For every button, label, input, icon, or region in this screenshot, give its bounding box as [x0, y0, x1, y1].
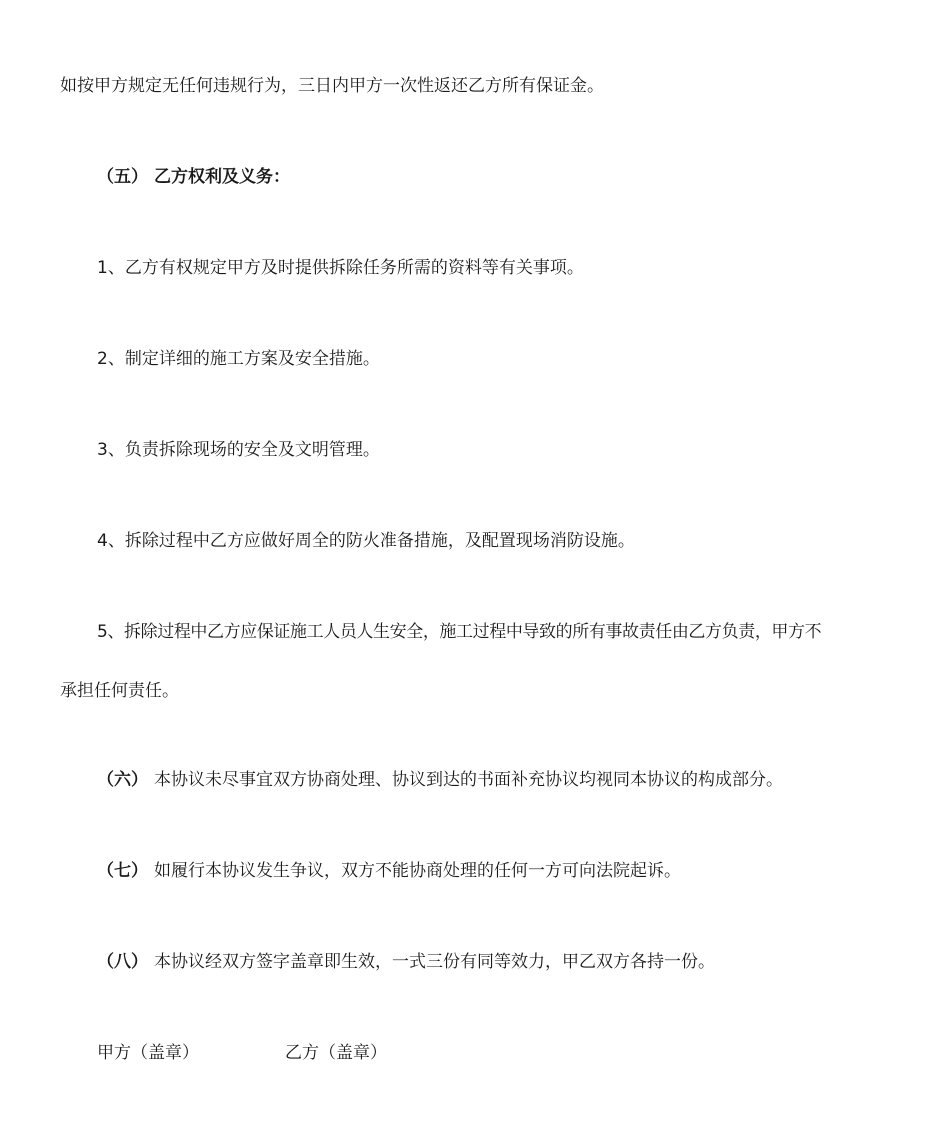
section-5-label: （五）	[97, 167, 148, 187]
list-item: 1、乙方有权规定甲方及时提供拆除任务所需的资料等有关事项。	[97, 258, 584, 278]
list-item: 3、负责拆除现场的安全及文明管理。	[97, 440, 380, 460]
list-item: 4、拆除过程中乙方应做好周全的防火准备措施，及配置现场消防设施。	[97, 531, 635, 551]
list-item: 5、拆除过程中乙方应保证施工人员人生安全，施工过程中导致的所有事故责任由乙方负责，甲方不	[97, 622, 822, 642]
list-item-continuation: 承担任何责任。	[60, 681, 179, 701]
section-5-title: 乙方权利及义务：	[154, 167, 290, 187]
section-8-text: 本协议经双方签字盖章即生效，一式三份有同等效力，甲乙双方各持一份。	[154, 952, 715, 972]
section-7-text: 如履行本协议发生争议，双方不能协商处理的任何一方可向法院起诉。	[154, 861, 681, 881]
signature-party-a: 甲方（盖章）	[97, 1043, 199, 1063]
intro-line: 如按甲方规定无任何违规行为，三日内甲方一次性返还乙方所有保证金。	[60, 76, 604, 96]
list-item: 2、制定详细的施工方案及安全措施。	[97, 349, 380, 369]
section-7-label: （七）	[97, 861, 148, 881]
section-8-label: （八）	[97, 952, 148, 972]
section-7	[97, 859, 681, 883]
signature-party-b: 乙方（盖章）	[285, 1043, 387, 1063]
section-6	[97, 768, 783, 792]
section-6-label: （六）	[97, 770, 148, 790]
section-6-text: 本协议未尽事宜双方协商处理、协议到达的书面补充协议均视同本协议的构成部分。	[154, 770, 783, 790]
section-8	[97, 950, 715, 974]
section-5-heading	[97, 165, 290, 189]
